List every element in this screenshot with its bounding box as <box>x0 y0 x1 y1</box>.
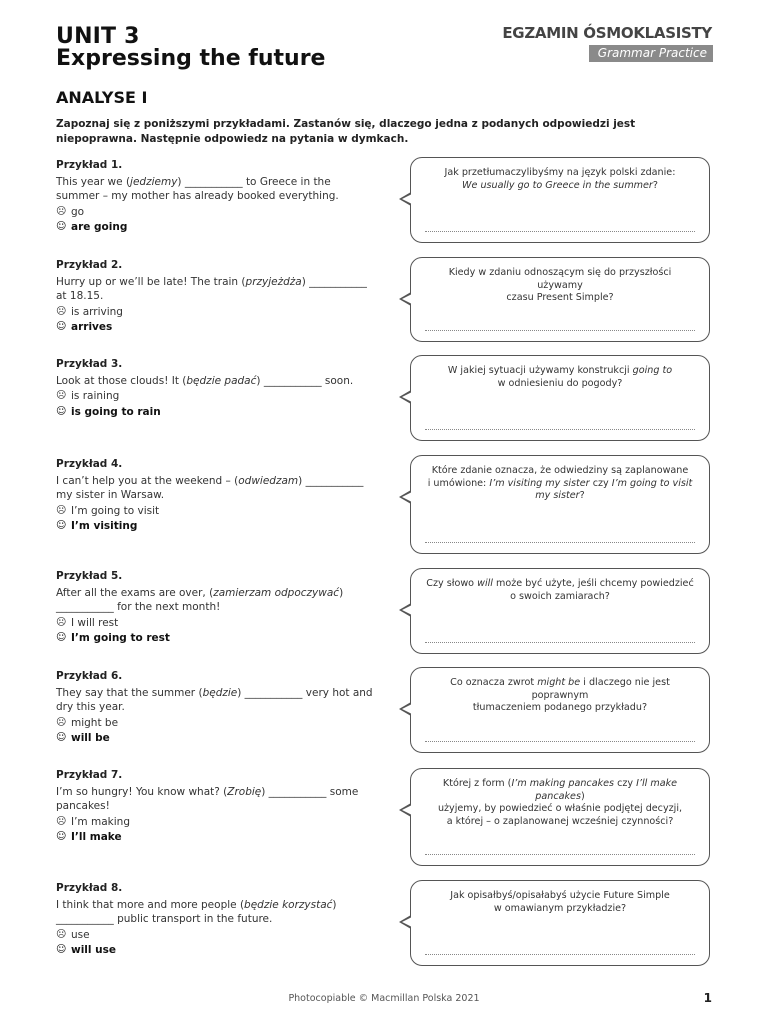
unit-label: UNIT 3 <box>56 24 140 49</box>
answer-text: might be <box>71 716 119 729</box>
example-title: Przykład 7. <box>56 769 123 781</box>
correct-answer <box>56 220 376 235</box>
example-sentence: I’m so hungry! You know what? (Zrobię) ___________ some pancakes! <box>56 785 359 812</box>
question-bubble <box>410 880 710 966</box>
question-bubble <box>410 667 710 753</box>
smiley-face-icon: ☺ <box>56 732 67 743</box>
example-2 <box>56 258 376 335</box>
smiley-face-icon: ☺ <box>56 520 67 531</box>
sad-face-icon: ☹ <box>56 815 67 827</box>
smiley-face-icon: ☺ <box>56 321 67 332</box>
section-heading: ANALYSE I <box>56 88 148 107</box>
page-number: 1 <box>703 991 712 1005</box>
correct-answer <box>56 631 376 646</box>
example-6 <box>56 669 376 746</box>
correct-answer <box>56 731 376 746</box>
question-bubble <box>410 768 710 866</box>
page-title: Expressing the future <box>56 46 326 71</box>
answer-text: will be <box>71 732 110 744</box>
answer-line[interactable] <box>425 231 695 232</box>
bubble-question: Które zdanie oznacza, że odwiedziny są zaplanowane i umówione: I’m visiting my sister czy I’m going to visit my sister? <box>427 465 693 501</box>
question-bubble <box>410 257 710 342</box>
bubble-question: Jak przetłumaczylibyśmy na język polski zdanie: We usually go to Greece in the summer? <box>444 167 676 191</box>
answer-line[interactable] <box>425 330 695 331</box>
example-3 <box>56 357 376 419</box>
instruction-text: Zapoznaj się z poniższymi przykładami. Zastanów się, dlaczego jedna z podanych odpowiedzi jest niepoprawna. Następnie odpowiedz na pytania w dymkach. <box>56 118 636 145</box>
example-sentence: I can’t help you at the weekend – (odwiedzam) ___________ my sister in Warsaw. <box>56 474 364 501</box>
example-title: Przykład 8. <box>56 882 123 894</box>
answer-text: is going to rain <box>71 405 161 418</box>
bubble-question: Co oznacza zwrot might be i dlaczego nie jest poprawnym tłumaczeniem podanego przykładu? <box>450 677 670 713</box>
sad-face-icon: ☹ <box>56 390 67 401</box>
example-7 <box>56 768 376 845</box>
answer-text: arrives <box>71 321 113 333</box>
answer-text: will use <box>71 944 116 956</box>
answer-text: I’m making <box>71 815 130 828</box>
incorrect-answer <box>56 305 376 320</box>
incorrect-answer <box>56 389 376 404</box>
example-sentence: Look at those clouds! It (będzie padać) ___________ soon. <box>56 374 354 387</box>
incorrect-answer <box>56 928 376 943</box>
smiley-face-icon: ☺ <box>56 632 67 643</box>
sad-face-icon: ☹ <box>56 716 67 728</box>
sad-face-icon: ☹ <box>56 205 67 217</box>
incorrect-answer <box>56 504 376 519</box>
answer-text: are going <box>71 221 128 233</box>
answer-line[interactable] <box>425 429 695 430</box>
answer-text: I’m visiting <box>71 520 138 532</box>
example-sentence: I think that more and more people (będzie korzystać) ___________ public transport in the future. <box>56 898 337 925</box>
answer-line[interactable] <box>425 741 695 742</box>
smiley-face-icon: ☺ <box>56 944 67 955</box>
example-sentence: After all the exams are over, (zamierzam odpoczywać) ___________ for the next month! <box>56 586 344 613</box>
example-title: Przykład 5. <box>56 570 123 582</box>
answer-text: use <box>71 928 90 941</box>
question-bubble <box>410 455 710 554</box>
question-bubble <box>410 355 710 441</box>
question-bubble <box>410 157 710 243</box>
smiley-face-icon: ☺ <box>56 831 67 842</box>
incorrect-answer <box>56 815 376 830</box>
incorrect-answer <box>56 205 376 220</box>
grammar-practice-badge: Grammar Practice <box>589 45 713 62</box>
exam-label: EGZAMIN ÓSMOKLASISTY <box>502 24 712 42</box>
bubble-question: Której z form (I’m making pancakes czy I’ll make pancakes) użyjemy, by powiedzieć o właśnie podjętej decyzji, a której – o zaplanowanej wcześniej czynności? <box>437 778 683 827</box>
answer-line[interactable] <box>425 542 695 543</box>
example-title: Przykład 3. <box>56 358 123 370</box>
smiley-face-icon: ☺ <box>56 221 67 232</box>
correct-answer <box>56 405 376 420</box>
answer-text: is raining <box>71 390 120 402</box>
sad-face-icon: ☹ <box>56 305 67 317</box>
correct-answer <box>56 830 376 845</box>
answer-line[interactable] <box>425 854 695 855</box>
sad-face-icon: ☹ <box>56 928 67 940</box>
footer-copyright: Photocopiable © Macmillan Polska 2021 <box>288 993 480 1004</box>
answer-line[interactable] <box>425 642 695 643</box>
example-title: Przykład 4. <box>56 458 123 470</box>
incorrect-answer <box>56 616 376 631</box>
example-title: Przykład 1. <box>56 159 123 171</box>
answer-text: go <box>71 205 85 218</box>
example-8 <box>56 881 376 958</box>
example-title: Przykład 2. <box>56 259 123 271</box>
answer-text: I’ll make <box>71 831 122 843</box>
sad-face-icon: ☹ <box>56 616 67 628</box>
correct-answer <box>56 320 376 335</box>
bubble-question: Kiedy w zdaniu odnoszącym się do przyszłości używamy czasu Present Simple? <box>448 267 672 303</box>
sad-face-icon: ☹ <box>56 504 67 516</box>
answer-text: is arriving <box>71 305 123 318</box>
bubble-question: Jak opisałbyś/opisałabyś użycie Future Simple w omawianym przykładzie? <box>450 890 670 914</box>
answer-line[interactable] <box>425 954 695 955</box>
example-sentence: Hurry up or we’ll be late! The train (przyjeżdża) ___________ at 18.15. <box>56 275 367 302</box>
bubble-question: W jakiej sytuacji używamy konstrukcji going to w odniesieniu do pogody? <box>447 365 673 389</box>
answer-text: I’m going to visit <box>71 504 160 517</box>
example-sentence: They say that the summer (będzie) ___________ very hot and dry this year. <box>56 686 373 713</box>
smiley-face-icon: ☺ <box>56 405 67 417</box>
example-1 <box>56 158 376 235</box>
incorrect-answer <box>56 716 376 731</box>
correct-answer <box>56 943 376 958</box>
question-bubble <box>410 568 710 654</box>
correct-answer <box>56 519 376 534</box>
example-4 <box>56 457 376 534</box>
answer-text: I’m going to rest <box>71 632 170 644</box>
answer-text: I will rest <box>71 616 119 629</box>
example-title: Przykład 6. <box>56 670 123 682</box>
example-sentence: This year we (jedziemy) ___________ to Greece in the summer – my mother has already booked everything. <box>56 175 339 202</box>
example-5 <box>56 569 376 646</box>
bubble-question: Czy słowo will może być użyte, jeśli chcemy powiedzieć o swoich zamiarach? <box>426 578 694 602</box>
